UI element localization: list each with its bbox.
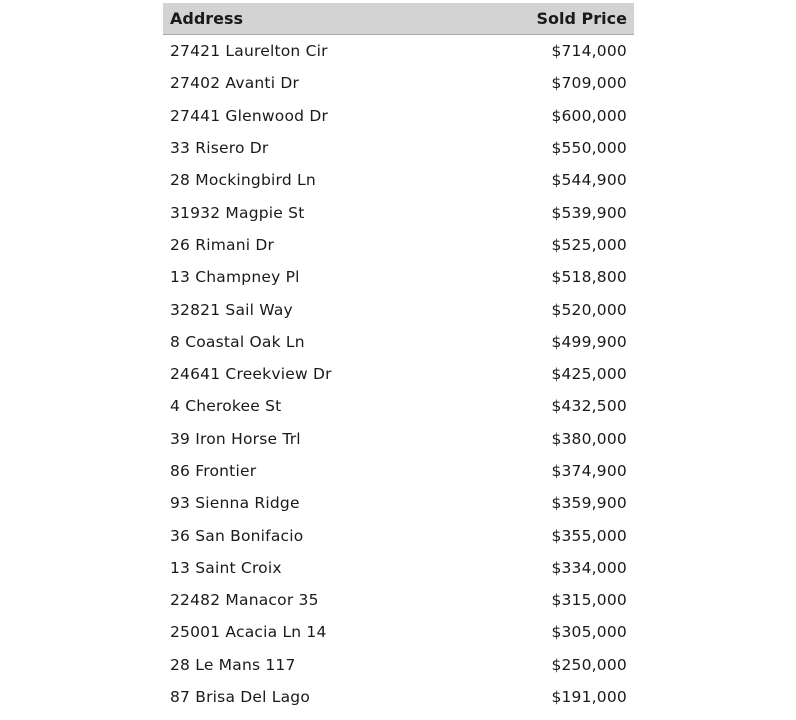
table-row bbox=[163, 196, 634, 228]
sold-price-cell: $600,000 bbox=[551, 106, 627, 125]
sold-price-cell: $539,900 bbox=[551, 203, 627, 222]
address-cell: 32821 Sail Way bbox=[170, 300, 293, 319]
sold-price-cell: $334,000 bbox=[551, 558, 627, 577]
table-row bbox=[163, 487, 634, 519]
address-cell: 93 Sienna Ridge bbox=[170, 494, 300, 513]
table-row bbox=[163, 519, 634, 551]
address-cell: 27421 Laurelton Cir bbox=[170, 42, 328, 61]
address-cell: 4 Cherokee St bbox=[170, 397, 282, 416]
table-row bbox=[163, 261, 634, 293]
address-cell: 36 San Bonifacio bbox=[170, 526, 304, 545]
address-cell: 13 Saint Croix bbox=[170, 558, 282, 577]
sold-price-cell: $359,900 bbox=[551, 494, 627, 513]
sold-price-cell: $432,500 bbox=[551, 397, 627, 416]
sold-price-cell: $374,900 bbox=[551, 462, 627, 480]
table-row bbox=[163, 100, 634, 132]
address-cell: 39 Iron Horse Trl bbox=[170, 429, 301, 448]
table-row bbox=[163, 293, 634, 325]
address-cell: 13 Champney Pl bbox=[170, 268, 300, 287]
sold-price-cell: $355,000 bbox=[551, 526, 627, 545]
table-row bbox=[163, 455, 634, 487]
table-row bbox=[163, 229, 634, 261]
sold-price-cell: $520,000 bbox=[551, 300, 627, 319]
sold-homes-table bbox=[163, 3, 634, 713]
sold-price-cell: $518,800 bbox=[551, 268, 627, 287]
table-row bbox=[163, 35, 634, 68]
sold-price-cell: $714,000 bbox=[551, 42, 627, 61]
table-row bbox=[163, 681, 634, 713]
sold-price-column-header: Sold Price bbox=[458, 3, 634, 35]
sold-price-cell: $305,000 bbox=[551, 623, 627, 642]
table-row bbox=[163, 164, 634, 196]
sold-price-cell: $709,000 bbox=[551, 74, 627, 93]
address-cell: 27402 Avanti Dr bbox=[170, 74, 300, 93]
sold-price-cell: $499,900 bbox=[551, 332, 627, 351]
address-cell: 25001 Acacia Ln 14 bbox=[170, 623, 327, 642]
sold-price-cell: $380,000 bbox=[551, 429, 627, 448]
sold-price-cell: $250,000 bbox=[551, 655, 627, 674]
address-cell: 26 Rimani Dr bbox=[170, 235, 275, 254]
address-cell: 87 Brisa Del Lago bbox=[170, 688, 311, 707]
table-row bbox=[163, 584, 634, 616]
sold-price-cell: $544,900 bbox=[551, 171, 627, 190]
sold-price-cell: $550,000 bbox=[551, 139, 627, 158]
sold-price-cell: $525,000 bbox=[551, 235, 627, 254]
table-row bbox=[163, 326, 634, 358]
table-header bbox=[163, 3, 634, 35]
table-row bbox=[163, 132, 634, 164]
address-cell: 86 Frontier bbox=[170, 462, 257, 480]
sold-price-cell: $425,000 bbox=[551, 365, 627, 384]
address-cell: 22482 Manacor 35 bbox=[170, 591, 319, 610]
table-row bbox=[163, 616, 634, 648]
address-cell: 31932 Magpie St bbox=[170, 203, 305, 222]
table-row bbox=[163, 423, 634, 455]
header-row bbox=[163, 3, 634, 35]
table-row bbox=[163, 649, 634, 681]
table-row bbox=[163, 358, 634, 390]
address-cell: 24641 Creekview Dr bbox=[170, 365, 332, 384]
address-column-header: Address bbox=[163, 3, 458, 35]
address-cell: 28 Le Mans 117 bbox=[170, 655, 296, 674]
address-cell: 8 Coastal Oak Ln bbox=[170, 332, 305, 351]
address-cell: 28 Mockingbird Ln bbox=[170, 171, 316, 190]
table-row bbox=[163, 552, 634, 584]
table-body bbox=[163, 35, 634, 714]
table-row bbox=[163, 390, 634, 422]
table-row bbox=[163, 67, 634, 99]
address-cell: 33 Risero Dr bbox=[170, 139, 269, 158]
sold-price-cell: $191,000 bbox=[551, 688, 627, 707]
address-cell: 27441 Glenwood Dr bbox=[170, 106, 329, 125]
sold-price-cell: $315,000 bbox=[551, 591, 627, 610]
